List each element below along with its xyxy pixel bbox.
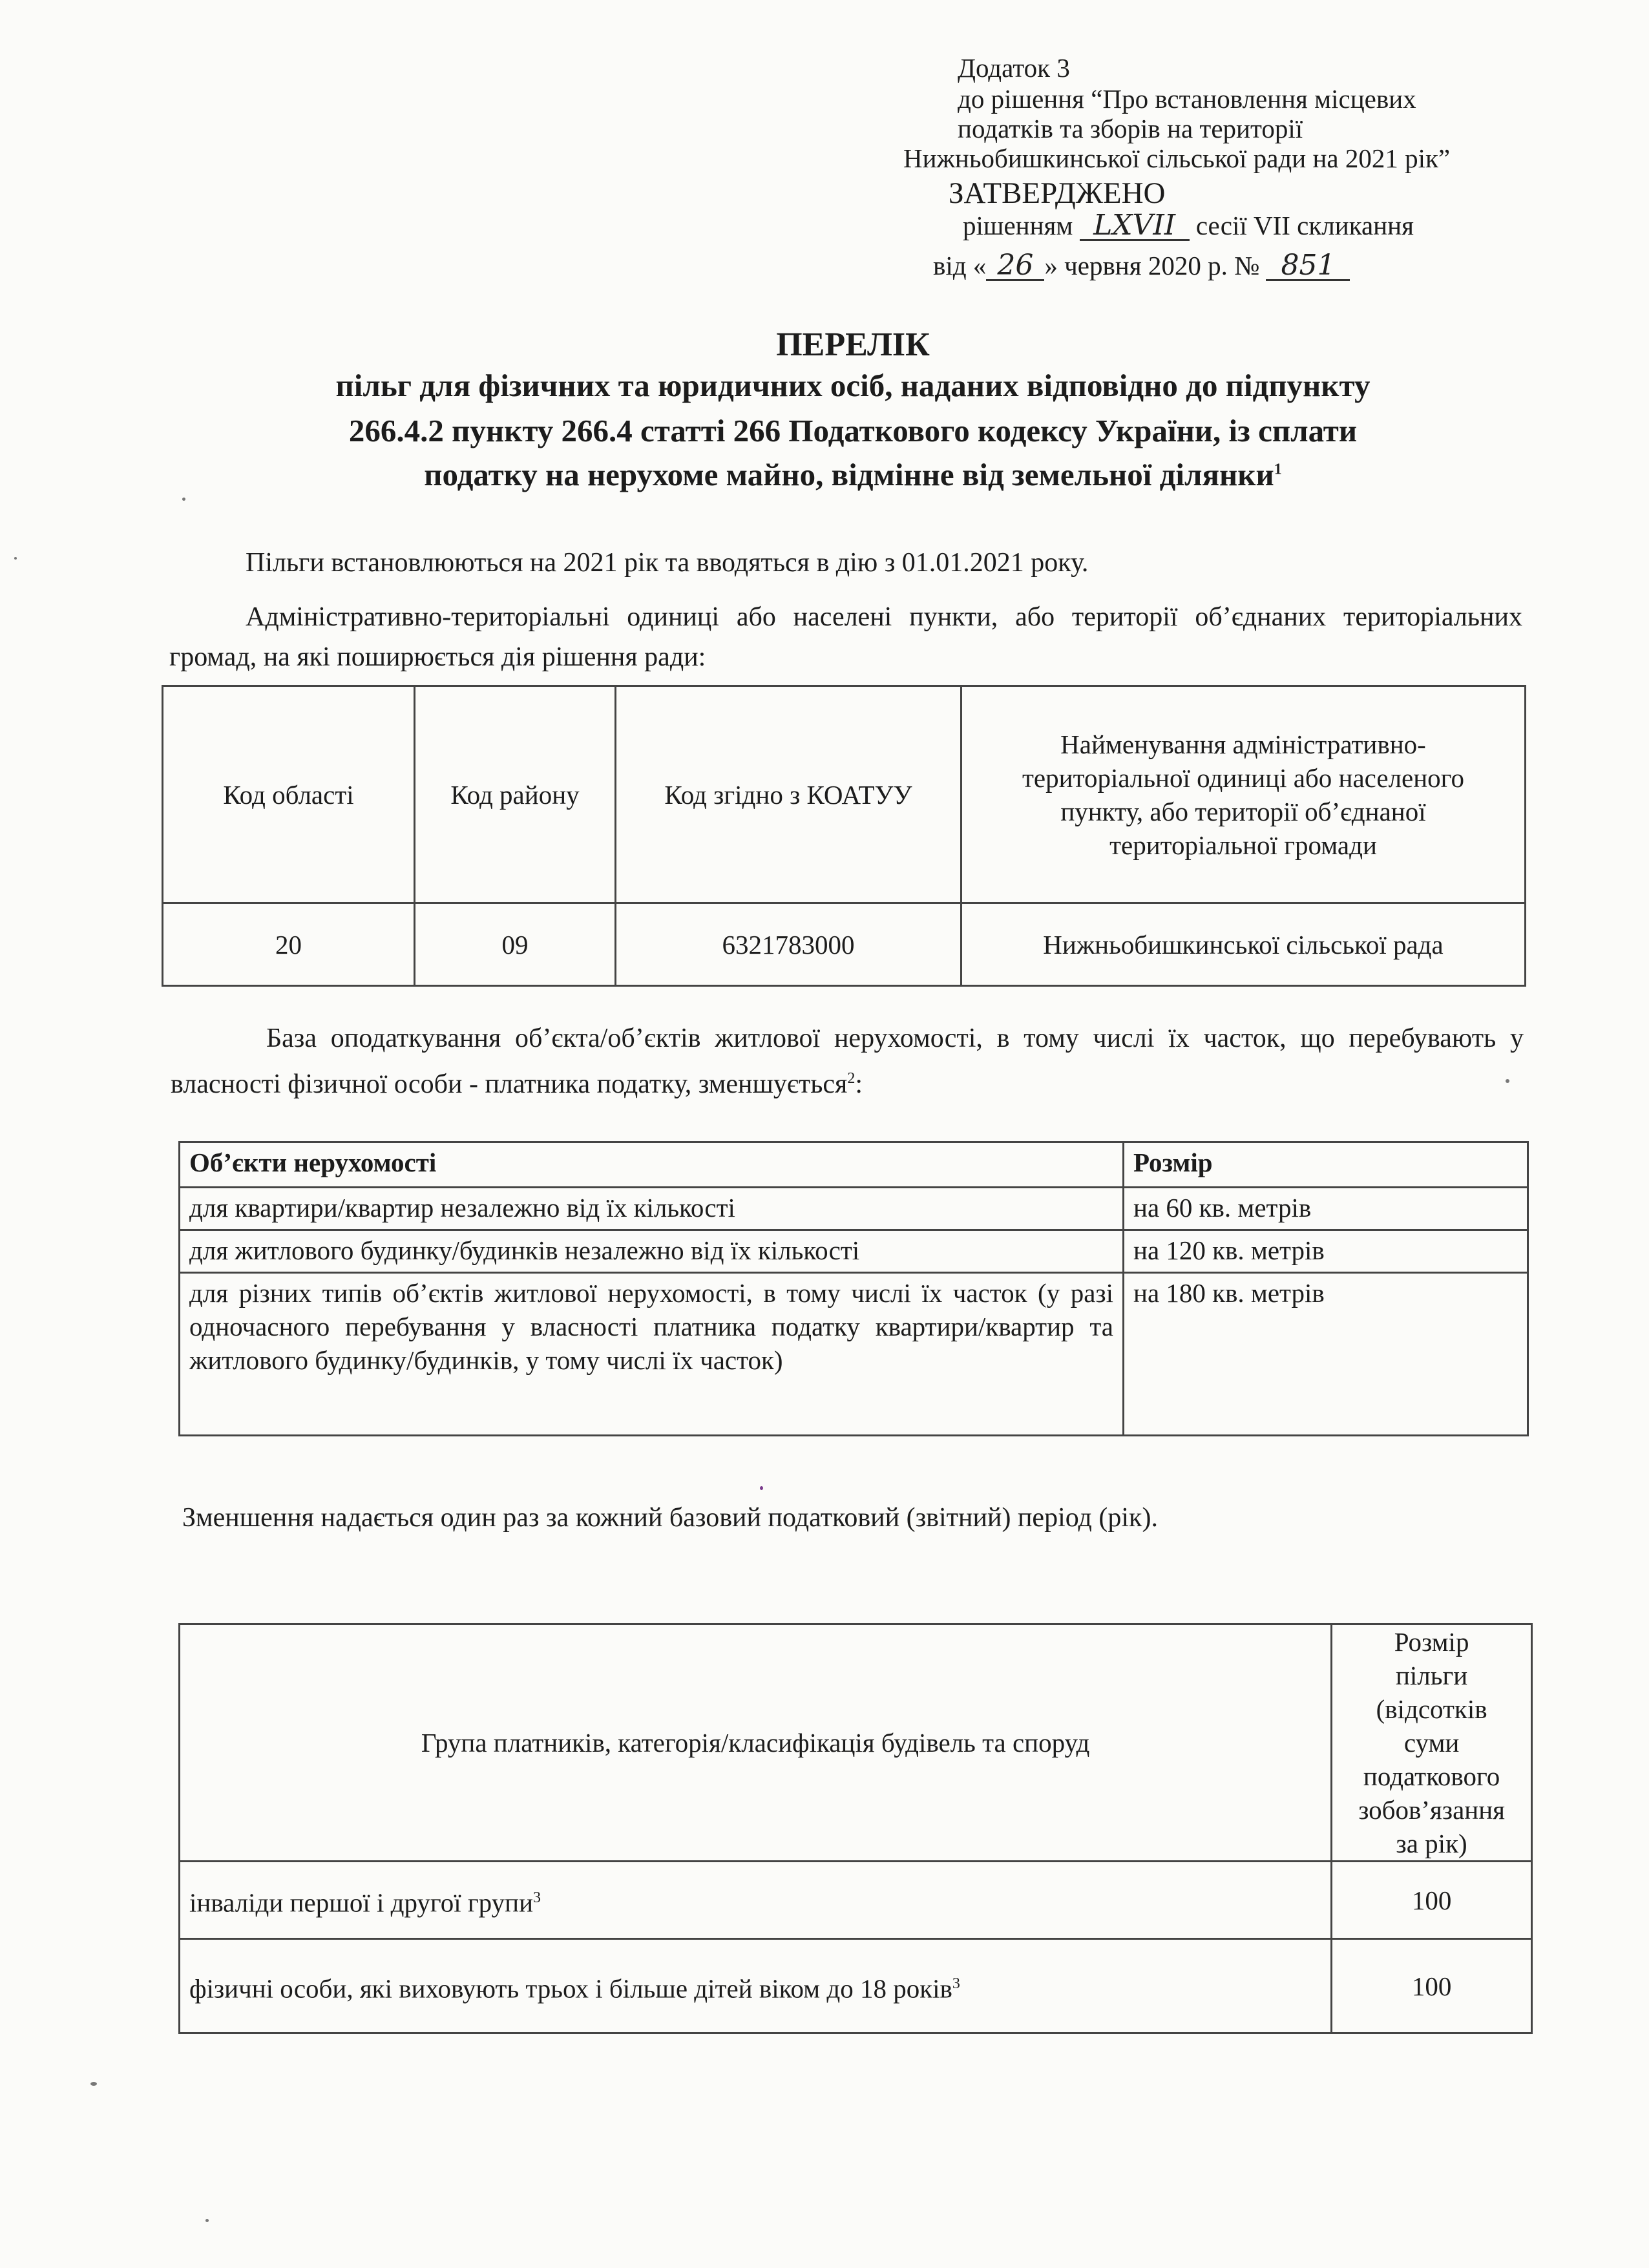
real-estate-table: [178, 1141, 1529, 1436]
scan-speck: [182, 498, 185, 501]
header-district-code: Код району: [415, 686, 616, 903]
table-row: [180, 1230, 1528, 1273]
table-row: [180, 1273, 1528, 1436]
region-code-value: 20: [163, 903, 415, 986]
title-line-2: 266.4.2 пункту 266.4 статті 266 Податкового кодексу України, із сплати: [348, 413, 1358, 448]
payer-group-large-families-text: фізичні особи, які виховують трьох і більше дітей віком до 18 років: [189, 1973, 952, 2004]
appendix-line-2: до рішення “Про встановлення місцевих: [958, 84, 1416, 114]
base-paragraph-end: :: [855, 1069, 863, 1099]
title-line-3-text: податку на нерухоме майно, відмінне від земельної ділянки: [424, 457, 1274, 492]
date-suffix: » червня 2020 р. №: [1044, 251, 1260, 280]
scan-speck: [1506, 1079, 1509, 1083]
base-paragraph: [171, 1018, 1524, 1104]
day-handwritten: 26: [986, 252, 1044, 281]
appendix-line-4: Нижньобишкинської сільської ради на 2021 рік”: [903, 143, 1451, 173]
title-footnote: 1: [1274, 461, 1282, 478]
footnote-3: 3: [952, 1975, 960, 1992]
territory-table: [162, 685, 1526, 987]
appendix-line-3: податків та зборів на території: [958, 114, 1303, 143]
payer-group-disabled-text: інваліди першої і другої групи: [189, 1887, 534, 1918]
table-row: [180, 1862, 1532, 1939]
decision-line: [963, 209, 1414, 242]
benefit-value-disabled: 100: [1332, 1862, 1532, 1939]
session-suffix: сесії VII скликання: [1195, 211, 1414, 240]
benefit-value-large-families: 100: [1332, 1939, 1532, 2033]
scan-speck: [205, 2219, 209, 2222]
reduction-note: Зменшення надається один раз за кожний базовий податковий (звітний) період (рік).: [182, 1503, 1158, 1533]
payer-group-large-families: [180, 1939, 1332, 2033]
header-region-code: Код області: [163, 686, 415, 903]
date-prefix: від «: [933, 251, 987, 280]
title-line-1: пільг для фізичних та юридичних осіб, наданих відповідно до підпункту: [335, 368, 1371, 403]
table-row: [180, 1939, 1532, 2033]
header-benefit-size: Розмір пільги (відсотків суми податкового зобов’язання за рік): [1332, 1624, 1532, 1862]
benefits-table-header: [180, 1624, 1532, 1862]
territory-table-header: [163, 686, 1526, 903]
real-estate-table-header: [180, 1142, 1528, 1188]
title-line-3: [129, 456, 1577, 493]
size-house: на 120 кв. метрів: [1124, 1230, 1528, 1273]
table-row: [163, 903, 1526, 986]
header-koatuu-code: Код згідно з КОАТУУ: [616, 686, 961, 903]
payer-group-disabled: [180, 1862, 1332, 1939]
koatuu-value: 6321783000: [616, 903, 961, 986]
session-number-handwritten: LXVII: [1080, 212, 1190, 241]
approved-label: ЗАТВЕРДЖЕНО: [949, 176, 1166, 210]
base-paragraph-text: База оподаткування об’єкта/об’єктів житлової нерухомості, в тому числі їх часток, що перебувають у власності фізичної особи - платника податку, зменшується: [171, 1024, 1524, 1099]
date-line: [933, 249, 1350, 282]
decision-prefix: рішенням: [963, 211, 1073, 240]
header-unit-name: Найменування адміністративно-територіальної одиниці або населеного пункту, або території об’єднаної територіальної громади: [961, 686, 1526, 903]
document-title: ПЕРЕЛІК: [776, 326, 930, 363]
appendix-label: Додаток 3: [958, 53, 1070, 83]
size-apartment: на 60 кв. метрів: [1124, 1188, 1528, 1230]
scan-speck: [90, 2082, 97, 2086]
object-house: для житлового будинку/будинків незалежно від їх кількості: [180, 1230, 1124, 1273]
base-paragraph-footnote: 2: [847, 1070, 856, 1087]
scan-speck: [760, 1486, 763, 1490]
scan-speck: [14, 557, 17, 560]
object-mixed: для різних типів об’єктів житлової нерухомості, в тому числі їх часток (у разі одночасного перебування у власності платника податку квартири/квартир та житлового будинку/будинків, у тому числі їх часток): [180, 1273, 1124, 1436]
intro-paragraph-1: Пільги встановлюються на 2021 рік та вводяться в дію з 01.01.2021 року.: [246, 548, 1089, 578]
object-apartment: для квартири/квартир незалежно від їх кількості: [180, 1188, 1124, 1230]
header-objects: Об’єкти нерухомості: [180, 1142, 1124, 1188]
benefits-table: [178, 1623, 1533, 2034]
table-row: [180, 1188, 1528, 1230]
header-size: Розмір: [1124, 1142, 1528, 1188]
decision-number-handwritten: 851: [1266, 252, 1350, 281]
size-mixed: на 180 кв. метрів: [1124, 1273, 1528, 1436]
intro-paragraph-2: Адміністративно-територіальні одиниці або населені пункти, або території об’єднаних територіальних громад, на які поширюється дія рішення ради:: [169, 602, 1522, 672]
unit-name-value: Нижньобишкинської сільської рада: [961, 903, 1526, 986]
footnote-3: 3: [533, 1889, 541, 1906]
district-code-value: 09: [415, 903, 616, 986]
header-payer-group: Група платників, категорія/класифікація будівель та споруд: [180, 1624, 1332, 1862]
